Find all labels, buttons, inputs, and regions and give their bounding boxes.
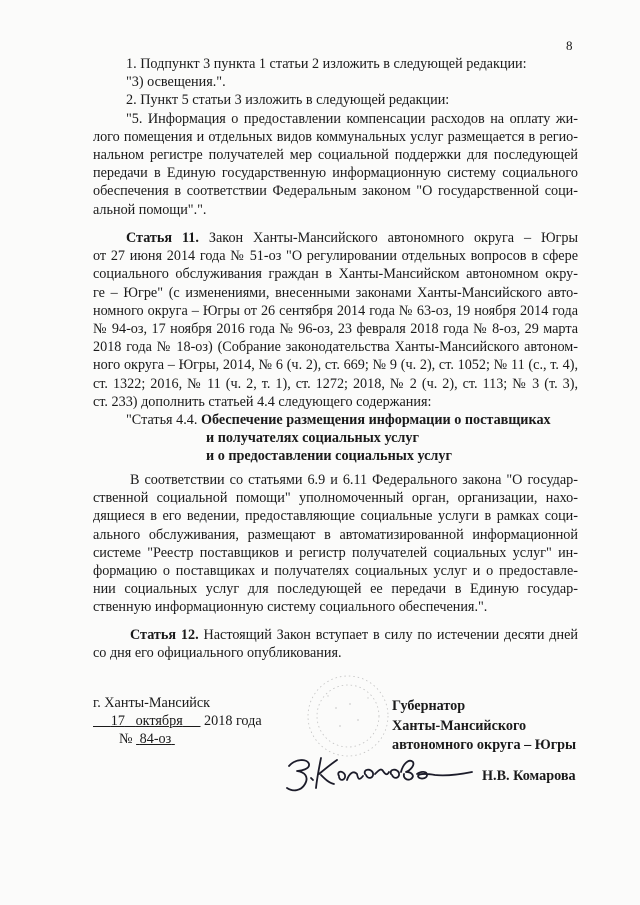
text-line: 1. Подпункт 3 пункта 1 статьи 2 изложить в следующей редакции: <box>126 56 527 72</box>
text-line: со дня его официального опубликования. <box>93 645 342 662</box>
new-article-heading-line-3: и о предоставлении социальных услуг <box>206 448 452 465</box>
date-month: октября <box>135 713 183 729</box>
new-article-prefix: "Статья 4.4. <box>126 411 201 428</box>
date-day: 17 <box>110 713 125 729</box>
position-line-1: Губернатор <box>392 698 466 714</box>
article-12-first-line <box>93 626 578 644</box>
text-line: социального обслуживания граждан в Ханты-Мансийском автономном окру- <box>93 266 578 283</box>
position-line-3: автономного округа – Югры <box>392 737 577 753</box>
article-11-label: Статья 11. <box>126 230 199 246</box>
text-line: дящиеся в его ведении, предоставляющие социальные услуги в рамках соци- <box>93 508 578 525</box>
text-line: ального обслуживания, размещают в автоматизированной информационной <box>93 526 578 543</box>
article-12-text: Настоящий Закон вступает в силу по истечении десяти дней <box>198 627 579 643</box>
signature-icon <box>279 744 479 806</box>
text-line: номного округа – Югры от 26 сентября 2014 года № 63-оз, 19 ноября 2014 года <box>93 302 578 319</box>
text-line: В соответствии со статьями 6.9 и 6.11 Федерального закона "О государ- <box>130 472 578 488</box>
new-article-heading-line-2: и получателях социальных услуг <box>206 430 419 447</box>
text-line: системе "Реестр поставщиков и регистр получателей социальных услуг" ин- <box>93 544 578 561</box>
article-11-first-line <box>93 229 578 247</box>
text-line: альной помощи".". <box>93 201 207 218</box>
text-line: нальном регистре получателей мер социальной поддержки для последующей <box>93 146 578 163</box>
new-article-heading-line-1 <box>93 411 578 429</box>
page-number: 8 <box>566 38 573 53</box>
law-number-text: 84-оз <box>139 731 172 747</box>
article-11-text: Закон Ханты-Мансийского автономного округа – Югры <box>198 230 579 246</box>
law-date-block <box>93 694 262 748</box>
article-12 <box>93 626 578 662</box>
text-line: обеспечения в соответствии Федеральным законом "О государственной соци- <box>93 183 578 200</box>
text-line: формацию о поставщиках и получателях социальных услуг и о предоставле- <box>93 562 578 579</box>
text-line: "5. Информация о предоставлении компенсации расходов на оплату жи- <box>126 110 578 127</box>
number-sign: № <box>119 731 133 747</box>
text-line: ственную информационную систему социального обеспечения.". <box>93 599 488 616</box>
text-line: ст. 1322; 2016, № 11 (ч. 2, т. 1), ст. 1272; 2018, № 2 (ч. 2), ст. 113; № 3 (т. 3), <box>93 375 578 392</box>
city-name: г. Ханты-Мансийск <box>93 695 211 711</box>
text-line: ного округа – Югры, 2014, № 6 (ч. 2), ст. 669; № 9 (ч. 2), ст. 1052; № 11 (с., т. 4), <box>93 357 578 374</box>
text-line: "3) освещения.". <box>126 74 226 91</box>
text-line: ге – Югре" (с изменениями, внесенными законами Ханты-Мансийского авто- <box>93 284 578 301</box>
text-line: ст. 233) дополнить статьей 4.4 следующего содержания: <box>93 393 432 410</box>
date-day-wrap <box>93 713 200 729</box>
text-line: передачи в Единую государственную информационную систему социального <box>93 165 578 182</box>
text-line: нии социальных услуг для последующей ее передачи в Единую государ- <box>93 581 578 598</box>
article-11 <box>93 229 578 465</box>
text-line: № 94-оз, 17 ноября 2016 года № 96-оз, 23 февраля 2018 года № 8-оз, 29 марта <box>93 320 578 337</box>
text-line: лого помещения и отдельных видов коммунальных услуг размещается в регио- <box>93 128 578 145</box>
text-line: 2. Пункт 5 статьи 3 изложить в следующей редакции: <box>126 92 450 109</box>
text-line: 2018 года № 18-оз) (Собрание законодательства Ханты-Мансийского автоном- <box>93 339 578 356</box>
date-year: 2018 года <box>204 713 262 729</box>
signer-name: Н.В. Комарова <box>482 768 576 784</box>
text-line: ственной социальной помощи" уполномоченный орган, организации, нахо- <box>93 490 578 507</box>
law-number <box>93 730 262 748</box>
signing-date <box>93 712 262 730</box>
new-article-body <box>93 471 578 617</box>
amendment-section <box>93 55 578 219</box>
text-line: от 27 июня 2014 года № 51-оз "О регулировании отдельных вопросов в сфере <box>93 248 578 265</box>
article-12-label: Статья 12. <box>130 627 199 643</box>
position-line-2: Ханты-Мансийского <box>392 717 527 734</box>
new-article-title: Обеспечение размещения информации о поставщиках <box>200 411 551 428</box>
law-number-value <box>136 731 175 747</box>
